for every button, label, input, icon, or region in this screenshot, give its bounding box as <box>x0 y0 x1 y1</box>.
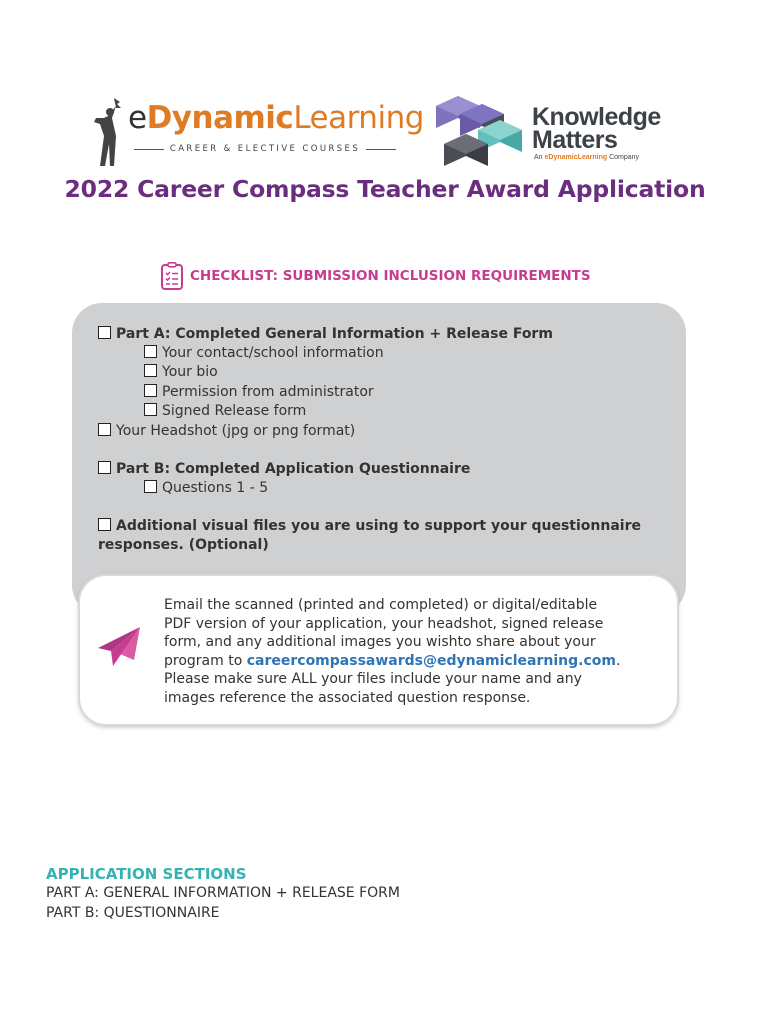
edynamic-learning-logo <box>90 96 424 168</box>
headshot-label: Your Headshot (jpg or png format) <box>116 423 356 439</box>
part-a-subitem <box>144 363 218 381</box>
additional-label-line1: Additional visual files you are using to support your questionnaire <box>116 518 641 534</box>
checkbox[interactable] <box>98 423 111 436</box>
km-wordmark <box>532 103 661 154</box>
part-b-label: Part B: Completed Application Questionnaire <box>116 461 471 477</box>
section-item: PART B: QUESTIONNAIRE <box>46 905 220 921</box>
email-line: PDF version of your application, your headshot, signed release <box>164 615 604 632</box>
subitem-label: Permission from administrator <box>162 384 374 400</box>
checkbox[interactable] <box>144 364 157 377</box>
checkbox[interactable] <box>144 345 157 358</box>
tagline-rule-left <box>134 149 164 150</box>
email-line-suffix: . <box>615 652 621 669</box>
email-address-link[interactable]: careercompassawards@edynamiclearning.com <box>246 652 616 669</box>
additional-files-line2: responses. (Optional) <box>98 537 269 553</box>
email-line <box>164 652 664 671</box>
edl-dynamic: Dynamic <box>146 100 294 136</box>
checkbox[interactable] <box>144 403 157 416</box>
checkbox[interactable] <box>98 518 111 531</box>
knowledge-matters-logo <box>436 96 676 172</box>
sections-heading: APPLICATION SECTIONS <box>46 865 247 883</box>
clipboard-checklist-icon <box>160 262 184 290</box>
part-a-item <box>98 325 553 343</box>
subitem-label: Your contact/school information <box>162 345 384 361</box>
km-subline <box>534 154 639 161</box>
checkbox[interactable] <box>98 461 111 474</box>
edl-learning: Learning <box>293 100 424 136</box>
subitem-label: Your bio <box>162 364 218 380</box>
edl-wordmark <box>128 98 424 138</box>
km-sub-prefix: An <box>534 154 545 161</box>
edl-tagline: CAREER & ELECTIVE COURSES <box>169 144 361 154</box>
km-sub-suffix: Company <box>607 154 640 161</box>
page-title: 2022 Career Compass Teacher Award Application <box>64 175 706 203</box>
email-line: form, and any additional images you wishto share about your <box>164 634 596 651</box>
email-instructions-card <box>80 576 677 724</box>
tagline-rule-right <box>366 149 396 150</box>
part-a-subitem <box>144 344 384 362</box>
edl-e: e <box>128 100 147 136</box>
headshot-item <box>98 422 355 440</box>
additional-files-item <box>98 517 641 535</box>
checklist-header <box>160 262 620 290</box>
part-b-subitem <box>144 479 268 497</box>
part-a-label: Part A: Completed General Information + Release Form <box>116 326 553 342</box>
paper-plane-icon <box>96 624 144 672</box>
km-sub-brand: eDynamicLearning <box>544 154 608 161</box>
part-a-subitem <box>144 383 374 401</box>
email-line-prefix: program to <box>164 652 247 669</box>
edl-tagline-row <box>134 142 396 156</box>
checklist-panel <box>72 303 686 615</box>
km-line2: Matters <box>532 126 618 154</box>
subitem-label: Questions 1 - 5 <box>162 480 269 496</box>
graduate-figure-icon <box>90 96 126 168</box>
checkbox[interactable] <box>98 326 111 339</box>
km-line1: Knowledge <box>532 103 661 131</box>
subitem-label: Signed Release form <box>162 403 307 419</box>
part-a-subitem <box>144 402 306 420</box>
checklist-heading: CHECKLIST: SUBMISSION INCLUSION REQUIREMENTS <box>190 268 591 284</box>
section-item: PART A: GENERAL INFORMATION + RELEASE FORM <box>46 885 400 901</box>
email-line: Email the scanned (printed and completed) or digital/editable <box>164 597 598 613</box>
cubes-logo-icon <box>436 96 530 172</box>
email-line: images reference the associated question response. <box>164 689 531 706</box>
part-b-item <box>98 460 470 478</box>
checkbox[interactable] <box>144 384 157 397</box>
email-line: Please make sure ALL your files include your name and any <box>164 671 582 688</box>
email-instructions-text <box>164 596 664 708</box>
checkbox[interactable] <box>144 480 157 493</box>
